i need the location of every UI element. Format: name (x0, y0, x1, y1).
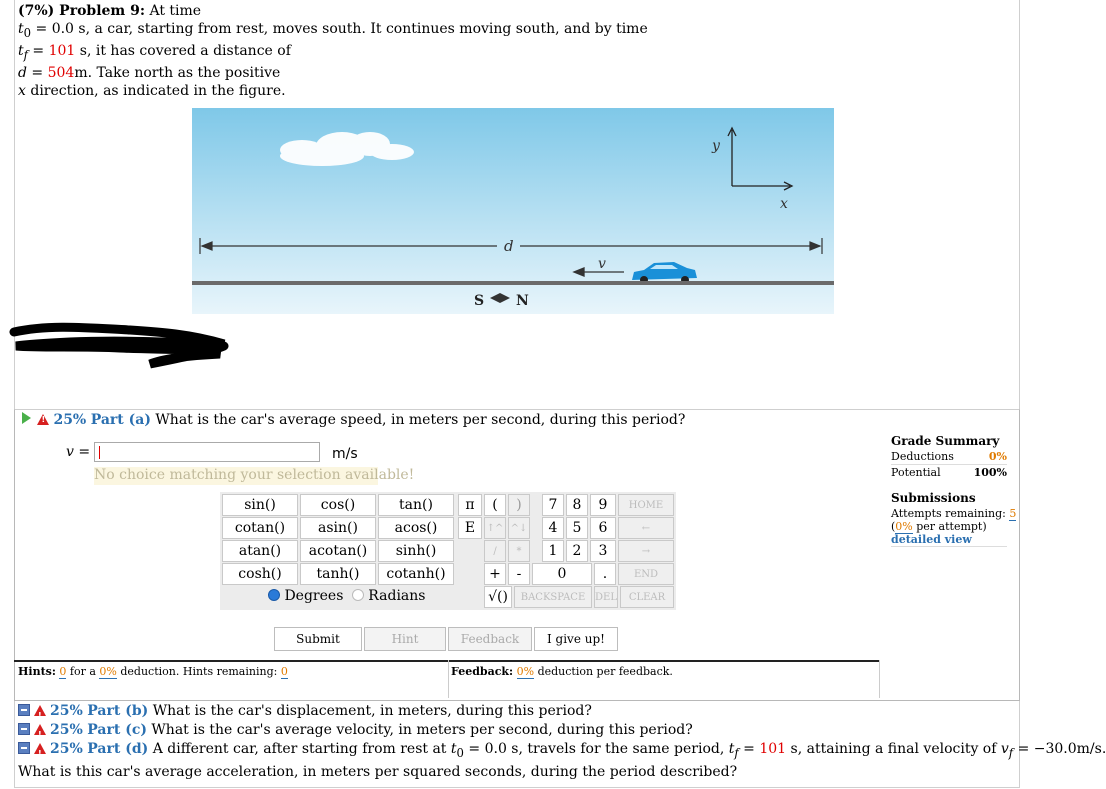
digit-1-key[interactable]: 1 (542, 540, 564, 562)
part-d-t0-symbol: t (450, 741, 457, 757)
part-c-label: Part (c) (87, 722, 147, 738)
no-choice-message: No choice matching your selection available! (94, 467, 415, 483)
potential-label: Potential (891, 466, 941, 479)
home-key[interactable]: HOME (618, 494, 674, 516)
part-d-tf-subscript: f (734, 745, 739, 760)
feedback-percent: 0% (516, 665, 535, 678)
hints-for-a: for a (69, 665, 96, 678)
tf-subscript: f (23, 47, 28, 62)
hint-button[interactable]: Hint (364, 627, 446, 651)
feedback-label: Feedback: (451, 665, 514, 678)
digit-7-key[interactable]: 7 (542, 494, 564, 516)
tf-value: 101 (48, 42, 76, 59)
power-down-key[interactable]: ^↓ (508, 517, 530, 539)
power-up-key[interactable]: ↑^ (484, 517, 506, 539)
x-axis-label: x (780, 196, 788, 212)
digit-0-key[interactable]: 0 (532, 563, 592, 585)
distance-label: d (504, 237, 514, 255)
attempts-label: Attempts remaining: (891, 507, 1006, 520)
multiply-key[interactable]: * (508, 540, 530, 562)
divider (14, 660, 880, 662)
digit-8-key[interactable]: 8 (566, 494, 588, 516)
road (192, 281, 834, 285)
tf-equals: = (32, 42, 45, 59)
feedback-button[interactable]: Feedback (448, 627, 532, 651)
plus-key[interactable]: + (484, 563, 506, 585)
velocity-label: v (598, 256, 606, 272)
part-c-question: What is the car's average velocity, in meters per second, during this period? (151, 722, 693, 738)
problem-figure (192, 108, 834, 314)
answer-unit: m/s (332, 446, 358, 462)
part-b-percent: 25% (50, 703, 83, 719)
hints-count: 0 (59, 665, 67, 678)
sqrt-key[interactable]: √() (484, 586, 512, 608)
attempts-row (891, 507, 1017, 520)
part-a-question: What is the car's average speed, in meters per second, during this period? (155, 412, 686, 428)
fn-button-cos[interactable]: cos() (300, 494, 376, 516)
detailed-view-link[interactable]: detailed view (891, 533, 1007, 547)
grade-summary (891, 434, 1017, 547)
part-d-label: Part (d) (87, 741, 149, 757)
other-parts (18, 702, 1106, 782)
fn-button-tan[interactable]: tan() (378, 494, 454, 516)
part-d-tf-text: s, attaining a final velocity of (790, 741, 997, 757)
grade-summary-title: Grade Summary (891, 434, 1000, 448)
warning-icon (34, 724, 46, 735)
fn-button-asin[interactable]: asin() (300, 517, 376, 539)
digit-6-key[interactable]: 6 (590, 517, 616, 539)
radians-label[interactable]: Radians (368, 588, 426, 604)
degrees-label[interactable]: Degrees (284, 588, 344, 604)
part-b-label: Part (b) (87, 703, 149, 719)
part-d-t0-subscript: 0 (456, 745, 464, 760)
fn-button-cosh[interactable]: cosh() (222, 563, 298, 585)
problem-t0-text: = 0.0 s, a car, starting from rest, moves south. It continues moving south, and by time (35, 21, 648, 37)
deductions-label: Deductions (891, 450, 954, 463)
angle-mode (268, 588, 425, 604)
end-key[interactable]: END (618, 563, 674, 585)
problem-x-text: direction, as indicated in the figure. (30, 82, 286, 99)
close-paren-key[interactable]: ) (508, 494, 530, 516)
problem-statement (18, 2, 648, 100)
digit-9-key[interactable]: 9 (590, 494, 616, 516)
hints-percent: 0% (99, 665, 117, 678)
fn-button-acotan[interactable]: acotan() (300, 540, 376, 562)
part-d-tf-equals: = (743, 741, 755, 757)
part-c-percent: 25% (50, 722, 83, 738)
warning-icon (34, 743, 46, 754)
fn-button-cotanh[interactable]: cotanh() (378, 563, 454, 585)
part-a-label: Part (a) (90, 412, 151, 428)
part-d-percent: 25% (50, 741, 83, 757)
submissions-title: Submissions (891, 491, 976, 505)
digit-2-key[interactable]: 2 (566, 540, 588, 562)
play-icon[interactable] (22, 412, 31, 424)
part-d-tf-symbol: t (728, 741, 735, 757)
digit-4-key[interactable]: 4 (542, 517, 564, 539)
problem-tf-text: s, it has covered a distance of (79, 42, 291, 59)
part-d-vf-symbol: v (1000, 741, 1009, 757)
fn-button-atan[interactable]: atan() (222, 540, 298, 562)
right-arrow-key[interactable]: → (618, 540, 674, 562)
clear-key[interactable]: CLEAR (620, 586, 674, 608)
part-d-question: A different car, after starting from rest at (152, 741, 447, 757)
redaction-mark (10, 318, 230, 368)
hints-remaining: 0 (280, 665, 288, 678)
fn-button-sinh[interactable]: sinh() (378, 540, 454, 562)
per-attempt-row: (0% per attempt) (891, 520, 987, 533)
part-d-vf-text: = −30.0m/s. (1017, 741, 1106, 757)
part-d-t0-text: = 0.0 s, travels for the same period, (468, 741, 725, 757)
part-a-percent: 25% (53, 412, 87, 428)
pi-key[interactable]: π (458, 494, 482, 516)
problem-header: (7%) Problem 9: (18, 3, 146, 19)
per-attempt-text: per attempt) (916, 520, 987, 533)
part-a-header (22, 412, 685, 428)
text-cursor (99, 446, 100, 459)
backspace-key[interactable]: BACKSPACE (514, 586, 592, 608)
expand-icon[interactable] (18, 723, 30, 735)
e-key[interactable]: E (458, 517, 482, 539)
warning-icon (37, 414, 49, 425)
tf-symbol: t (18, 42, 24, 59)
feedback-text: deduction per feedback. (537, 665, 673, 678)
part-d-question-line2: What is this car's average acceleration, in meters per squared seconds, during the period described? (18, 763, 738, 780)
d-equals: = (31, 64, 44, 81)
part-c-row[interactable] (18, 721, 1106, 740)
d-value: 504 (47, 64, 75, 81)
warning-icon (34, 705, 46, 716)
part-b-row[interactable] (18, 702, 1106, 721)
expand-icon[interactable] (18, 704, 30, 716)
fn-button-sin[interactable]: sin() (222, 494, 298, 516)
x-symbol: x (18, 82, 26, 99)
submit-button[interactable]: Submit (274, 627, 362, 651)
left-arrow-key[interactable]: ← (618, 517, 674, 539)
north-label: N (516, 293, 529, 309)
divider-vertical (448, 660, 449, 698)
part-d-vf-subscript: f (1008, 745, 1014, 760)
fn-button-acos[interactable]: acos() (378, 517, 454, 539)
expand-icon[interactable] (18, 742, 30, 754)
problem-d-text: m. Take north as the positive (74, 64, 281, 81)
d-symbol: d (18, 64, 27, 81)
part-d-row[interactable] (18, 740, 1106, 763)
answer-variable: v = (66, 444, 91, 460)
divider-vertical-right (879, 660, 880, 698)
delete-key[interactable]: DEL (594, 586, 618, 608)
t0-subscript: 0 (23, 25, 32, 40)
fn-button-tanh[interactable]: tanh() (300, 563, 376, 585)
divide-key[interactable]: / (484, 540, 506, 562)
t0-symbol: t (18, 21, 24, 37)
hints-deduction-text: deduction. Hints remaining: (120, 665, 278, 678)
answer-input[interactable] (94, 442, 320, 462)
hints-label: Hints: (18, 665, 56, 678)
potential-value: 100% (973, 466, 1007, 479)
y-axis-label: y (712, 138, 720, 154)
hints-status (18, 665, 288, 678)
feedback-status (451, 665, 673, 678)
part-d-tf-value: 101 (759, 741, 787, 757)
south-label: S (474, 293, 485, 309)
degrees-radio[interactable] (268, 589, 280, 601)
part-b-question: What is the car's displacement, in meters, during this period? (152, 703, 592, 719)
deductions-value: 0% (988, 450, 1007, 463)
deductions-row (891, 450, 1007, 463)
decimal-key[interactable]: . (594, 563, 616, 585)
digit-3-key[interactable]: 3 (590, 540, 616, 562)
attempts-value: 5 (1009, 507, 1017, 520)
digit-5-key[interactable]: 5 (566, 517, 588, 539)
potential-row (891, 464, 1007, 479)
per-attempt-percent: 0% (895, 520, 913, 533)
fn-button-cotan[interactable]: cotan() (222, 517, 298, 539)
problem-intro: At time (149, 3, 202, 19)
open-paren-key[interactable]: ( (484, 494, 506, 516)
minus-key[interactable]: - (508, 563, 530, 585)
radians-radio[interactable] (352, 589, 364, 601)
give-up-button[interactable]: I give up! (534, 627, 618, 651)
